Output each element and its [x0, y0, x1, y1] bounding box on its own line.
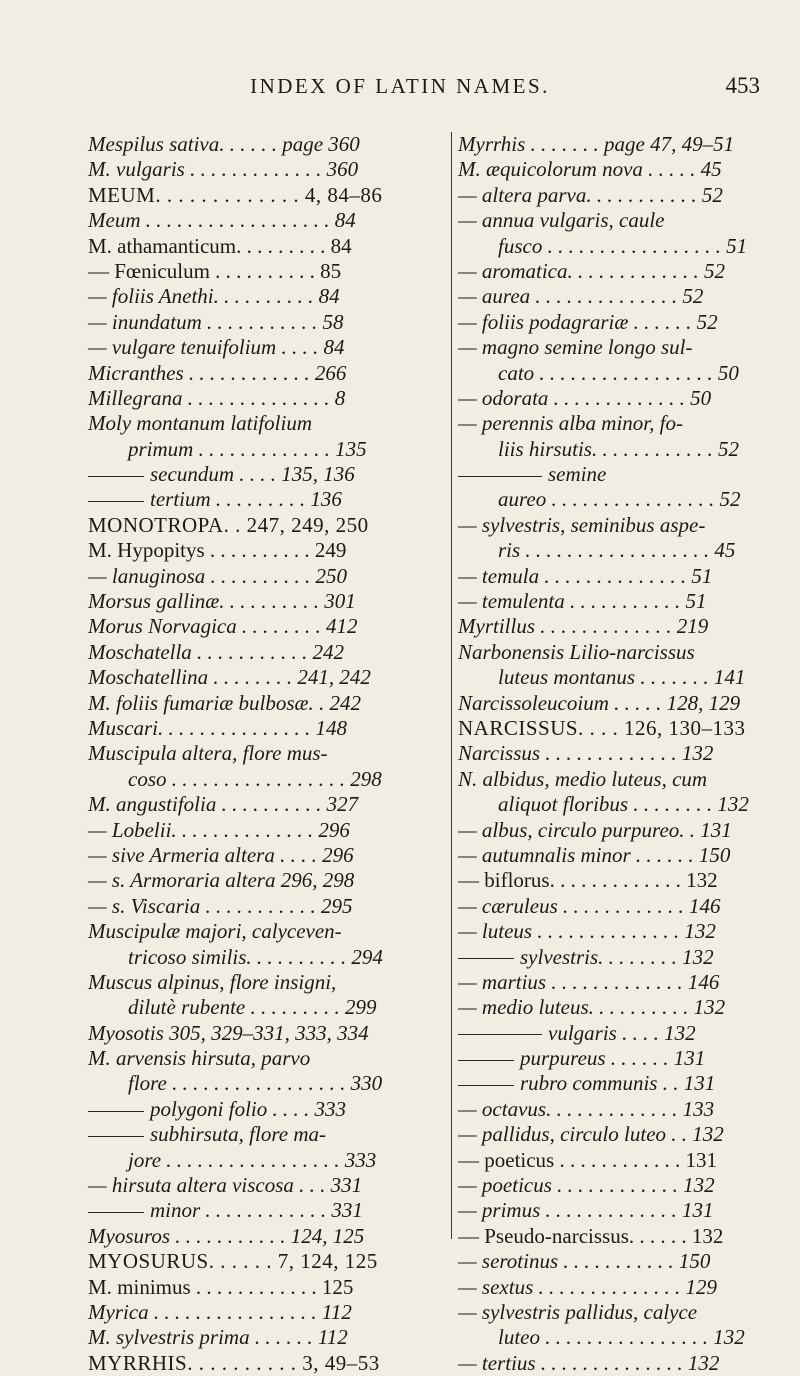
index-entry [88, 894, 448, 919]
index-entry [88, 792, 448, 817]
index-entry [458, 970, 788, 995]
entry-text: M. æquicolorum nova . . . . . 45 [458, 157, 722, 182]
index-entry [458, 1097, 788, 1122]
entry-text: purpureus . . . . . . 131 [520, 1046, 706, 1071]
index-entry [88, 589, 448, 614]
index-entry [458, 792, 788, 817]
entry-text: Myosuros . . . . . . . . . . . 124, 125 [88, 1223, 365, 1248]
entry-text: — sylvestris pallidus, calyce [458, 1299, 698, 1324]
entry-text: MONOTROPA. . 247, 249, 250 [88, 512, 369, 537]
entry-text: subhirsuta, flore ma- [150, 1122, 326, 1147]
entry-text: M. angustifolia . . . . . . . . . . 327 [88, 792, 359, 817]
index-entry [88, 310, 448, 335]
entry-text: — medio luteus. . . . . . . . . . 132 [458, 995, 726, 1020]
index-entry [88, 361, 448, 386]
entry-text: — Pseudo-narcissus. . . . . . 132 [458, 1223, 724, 1248]
entry-text: Micranthes . . . . . . . . . . . . 266 [88, 360, 347, 385]
index-entry [88, 1071, 448, 1096]
entry-text: N. albidus, medio luteus, cum [458, 766, 708, 791]
entry-text: MYOSURUS. . . . . . 7, 124, 125 [88, 1249, 378, 1274]
entry-text: Myrrhis . . . . . . . page 47, 49–51 [458, 132, 735, 156]
entry-text: luteo . . . . . . . . . . . . . . . . 132 [498, 1325, 745, 1350]
index-entry [88, 234, 448, 259]
entry-text: — sive Armeria altera . . . . 296 [88, 842, 354, 867]
index-entry [88, 183, 448, 208]
index-entry [458, 1122, 788, 1147]
entry-text: M. Hypopitys . . . . . . . . . . 249 [88, 538, 347, 563]
entry-text: — odorata . . . . . . . . . . . . . 50 [458, 385, 712, 410]
entry-text: M. sylvestris prima . . . . . . 112 [88, 1325, 348, 1350]
index-entry [88, 614, 448, 639]
entry-text: Muscipulæ majori, calyceven- [88, 919, 342, 944]
index-entry [88, 1046, 448, 1071]
entry-text: — albus, circulo purpureo. . 131 [458, 817, 732, 842]
entry-text: Morsus gallinæ. . . . . . . . . . 301 [88, 589, 356, 614]
index-entry [88, 691, 448, 716]
index-entry [88, 1275, 448, 1300]
index-entry [88, 1148, 448, 1173]
entry-text: — temula . . . . . . . . . . . . . . 51 [458, 563, 713, 588]
entry-text: rubro communis . . 131 [520, 1071, 716, 1096]
index-entry [458, 1046, 788, 1071]
entry-text: — serotinus . . . . . . . . . . . 150 [458, 1249, 711, 1274]
index-entry [88, 1224, 448, 1249]
ditto-rule [458, 958, 514, 959]
index-entry [458, 513, 788, 538]
entry-text: Myrica . . . . . . . . . . . . . . . . 112 [88, 1299, 352, 1324]
entry-text: — autumnalis minor . . . . . . 150 [458, 842, 731, 867]
index-entry [88, 1097, 448, 1122]
index-entry [88, 437, 448, 462]
index-entry [88, 538, 448, 563]
index-entry [88, 462, 448, 487]
index-entry [458, 259, 788, 284]
entry-text: luteus montanus . . . . . . . 141 [498, 665, 746, 690]
index-entry [458, 1224, 788, 1249]
index-entry [88, 1198, 448, 1223]
index-entry [88, 1021, 448, 1046]
entry-text: coso . . . . . . . . . . . . . . . . . 298 [128, 766, 382, 791]
index-entry [458, 234, 788, 259]
index-entry [458, 183, 788, 208]
entry-text: Narcissus . . . . . . . . . . . . . 132 [458, 741, 714, 766]
entry-text: Moly montanum latifolium [88, 411, 312, 436]
ditto-rule [88, 476, 144, 477]
entry-text: — foliis Anethi. . . . . . . . . . 84 [88, 284, 340, 309]
entry-text: — cæruleus . . . . . . . . . . . . 146 [458, 893, 721, 918]
index-entry [88, 335, 448, 360]
entry-text: vulgaris . . . . 132 [548, 1020, 696, 1045]
index-entry [458, 1071, 788, 1096]
entry-text: dilutè rubente . . . . . . . . . 299 [128, 995, 377, 1020]
entry-text: primum . . . . . . . . . . . . . 135 [128, 436, 367, 461]
entry-text: liis hirsutis. . . . . . . . . . . . 52 [498, 436, 739, 461]
entry-text: semine [548, 462, 607, 487]
entry-text: Meum . . . . . . . . . . . . . . . . . . 84 [88, 208, 356, 233]
entry-text: — poeticus . . . . . . . . . . . . 131 [458, 1147, 717, 1172]
entry-text: — s. Viscaria . . . . . . . . . . . 295 [88, 893, 353, 918]
entry-text: Mespilus sativa. . . . . . page 360 [88, 132, 360, 156]
index-entry [88, 945, 448, 970]
index-entry [458, 919, 788, 944]
index-entry [88, 868, 448, 893]
entry-text: — s. Armoraria altera 296, 298 [88, 868, 355, 893]
index-entry [458, 1300, 788, 1325]
left-column [88, 132, 448, 1376]
right-column [458, 132, 788, 1376]
entry-text: — sextus . . . . . . . . . . . . . . 129 [458, 1274, 717, 1299]
entry-text: — annua vulgaris, caule [458, 208, 665, 233]
entry-text: MYRRHIS. . . . . . . . . . 3, 49–53 [88, 1350, 380, 1375]
index-entry [458, 1148, 788, 1173]
entry-text: Muscipula altera, flore mus- [88, 741, 328, 766]
entry-text: Myosotis 305, 329–331, 333, 334 [88, 1020, 369, 1045]
entry-text: M. minimus . . . . . . . . . . . . 125 [88, 1274, 354, 1299]
entry-text: Muscus alpinus, flore insigni, [88, 969, 337, 994]
entry-text: fusco . . . . . . . . . . . . . . . . . 51 [498, 233, 748, 258]
index-entry [88, 157, 448, 182]
index-entry [88, 513, 448, 538]
index-entry [88, 259, 448, 284]
index-entry [458, 157, 788, 182]
entry-text: M. foliis fumariæ bulbosæ. . 242 [88, 690, 362, 715]
entry-text: Myrtillus . . . . . . . . . . . . . 219 [458, 614, 709, 639]
entry-text: M. athamanticum. . . . . . . . . 84 [88, 233, 352, 258]
ditto-rule [88, 1136, 144, 1137]
entry-text: ris . . . . . . . . . . . . . . . . . . 45 [498, 538, 736, 563]
index-entry [458, 487, 788, 512]
entry-text: — Fœniculum . . . . . . . . . . 85 [88, 258, 342, 283]
entry-text: Moschatella . . . . . . . . . . . 242 [88, 639, 345, 664]
entry-text: M. arvensis hirsuta, parvo [88, 1046, 311, 1071]
entry-text: — altera parva. . . . . . . . . . . 52 [458, 182, 723, 207]
entry-text: jore . . . . . . . . . . . . . . . . . 333 [128, 1147, 377, 1172]
entry-text: MEUM. . . . . . . . . . . . . 4, 84–86 [88, 182, 383, 207]
ditto-rule [458, 1060, 514, 1061]
entry-text: — foliis podagrariæ . . . . . . 52 [458, 309, 718, 334]
index-entry [88, 564, 448, 589]
entry-text: tricoso similis. . . . . . . . . . 294 [128, 944, 383, 969]
entry-text: Narcissoleucoium . . . . . 128, 129 [458, 690, 741, 715]
index-entry [88, 132, 448, 157]
index-entry [458, 894, 788, 919]
entry-text: aliquot floribus . . . . . . . . 132 [498, 792, 749, 817]
entry-text: — biflorus. . . . . . . . . . . . . 132 [458, 868, 718, 893]
index-entry [88, 1351, 448, 1376]
entry-text: — lanuginosa . . . . . . . . . . 250 [88, 563, 348, 588]
index-entry [458, 589, 788, 614]
index-entry [458, 310, 788, 335]
index-entry [88, 640, 448, 665]
index-entry [88, 487, 448, 512]
index-entry [458, 818, 788, 843]
entry-text: — martius . . . . . . . . . . . . . 146 [458, 969, 720, 994]
index-entry [458, 843, 788, 868]
index-entry [458, 1021, 788, 1046]
page-title: INDEX OF LATIN NAMES. [250, 74, 550, 98]
index-entry [458, 614, 788, 639]
entry-text: tertium . . . . . . . . . 136 [150, 487, 342, 512]
entry-text: — primus . . . . . . . . . . . . . 131 [458, 1198, 714, 1223]
entry-text: minor . . . . . . . . . . . . 331 [150, 1198, 363, 1223]
index-entry [88, 919, 448, 944]
entry-text: sylvestris. . . . . . . . 132 [520, 944, 714, 969]
index-entry [458, 284, 788, 309]
ditto-rule [458, 476, 542, 477]
index-entry [458, 335, 788, 360]
entry-text: — aurea . . . . . . . . . . . . . . 52 [458, 284, 704, 309]
page-number: 453 [725, 73, 760, 98]
entry-text: cato . . . . . . . . . . . . . . . . . 50 [498, 360, 739, 385]
index-entry [88, 411, 448, 436]
index-entry [88, 995, 448, 1020]
entry-text: Narbonensis Lilio-narcissus [458, 639, 695, 664]
entry-text: Morus Norvagica . . . . . . . . 412 [88, 614, 358, 639]
entry-text: — aromatica. . . . . . . . . . . . . 52 [458, 258, 725, 283]
entry-text: Muscari. . . . . . . . . . . . . . . 148 [88, 715, 347, 740]
column-divider [451, 132, 452, 1239]
entry-text: — vulgare tenuifolium . . . . 84 [88, 335, 345, 360]
index-entry [458, 462, 788, 487]
entry-text: — temulenta . . . . . . . . . . . 51 [458, 589, 707, 614]
index-entry [88, 665, 448, 690]
ditto-rule [88, 1111, 144, 1112]
ditto-rule [458, 1034, 542, 1035]
index-entry [458, 411, 788, 436]
index-entry [88, 1249, 448, 1274]
index-entry [458, 564, 788, 589]
index-entry [458, 767, 788, 792]
entry-text: — inundatum . . . . . . . . . . . 58 [88, 309, 344, 334]
page-header [0, 74, 800, 102]
entry-text: — pallidus, circulo luteo . . 132 [458, 1122, 724, 1147]
ditto-rule [458, 1085, 514, 1086]
entry-text: — poeticus . . . . . . . . . . . . 132 [458, 1173, 715, 1198]
entry-text: — hirsuta altera viscosa . . . 331 [88, 1173, 363, 1198]
entry-text: — Lobelii. . . . . . . . . . . . . . 296 [88, 817, 350, 842]
index-entry [458, 1275, 788, 1300]
index-entry [458, 691, 788, 716]
index-entry [88, 1173, 448, 1198]
index-entry [88, 1300, 448, 1325]
index-entry [88, 284, 448, 309]
index-entry [88, 208, 448, 233]
index-entry [458, 995, 788, 1020]
entry-text: — sylvestris, seminibus aspe- [458, 512, 706, 537]
index-entry [458, 1325, 788, 1350]
entry-text: flore . . . . . . . . . . . . . . . . . 330 [128, 1071, 383, 1096]
index-entry [458, 132, 788, 157]
index-entry [88, 970, 448, 995]
entry-text: — magno semine longo sul- [458, 335, 693, 360]
index-entry [458, 386, 788, 411]
entry-text: M. vulgaris . . . . . . . . . . . . . 360 [88, 157, 359, 182]
index-entry [88, 386, 448, 411]
entry-text: — perennis alba minor, fo- [458, 411, 683, 436]
entry-text: Moschatellina . . . . . . . . 241, 242 [88, 665, 371, 690]
index-entry [88, 1325, 448, 1350]
index-entry [458, 1351, 788, 1376]
index-entry [458, 640, 788, 665]
entry-text: NARCISSUS. . . . 126, 130–133 [458, 715, 746, 740]
entry-text: — tertius . . . . . . . . . . . . . . 132 [458, 1350, 720, 1375]
index-entry [458, 437, 788, 462]
index-entry [88, 1122, 448, 1147]
index-entry [458, 1198, 788, 1223]
entry-text: Millegrana . . . . . . . . . . . . . . 8 [88, 385, 346, 410]
index-entry [458, 538, 788, 563]
index-entry [88, 818, 448, 843]
index-entry [458, 361, 788, 386]
entry-text: secundum . . . . 135, 136 [150, 462, 355, 487]
entry-text: — luteus . . . . . . . . . . . . . . 132 [458, 919, 716, 944]
index-entry [458, 741, 788, 766]
index-entry [458, 1173, 788, 1198]
entry-text: — octavus. . . . . . . . . . . . . 133 [458, 1096, 715, 1121]
index-entry [458, 868, 788, 893]
index-entry [458, 208, 788, 233]
index-entry [458, 1249, 788, 1274]
index-entry [458, 945, 788, 970]
index-entry [88, 767, 448, 792]
index-entry [88, 741, 448, 766]
index-entry [458, 665, 788, 690]
entry-text: polygoni folio . . . . 333 [150, 1096, 346, 1121]
index-entry [88, 843, 448, 868]
index-entry [88, 716, 448, 741]
index-entry [458, 716, 788, 741]
ditto-rule [88, 501, 144, 502]
entry-text: aureo . . . . . . . . . . . . . . . . 52 [498, 487, 741, 512]
ditto-rule [88, 1212, 144, 1213]
